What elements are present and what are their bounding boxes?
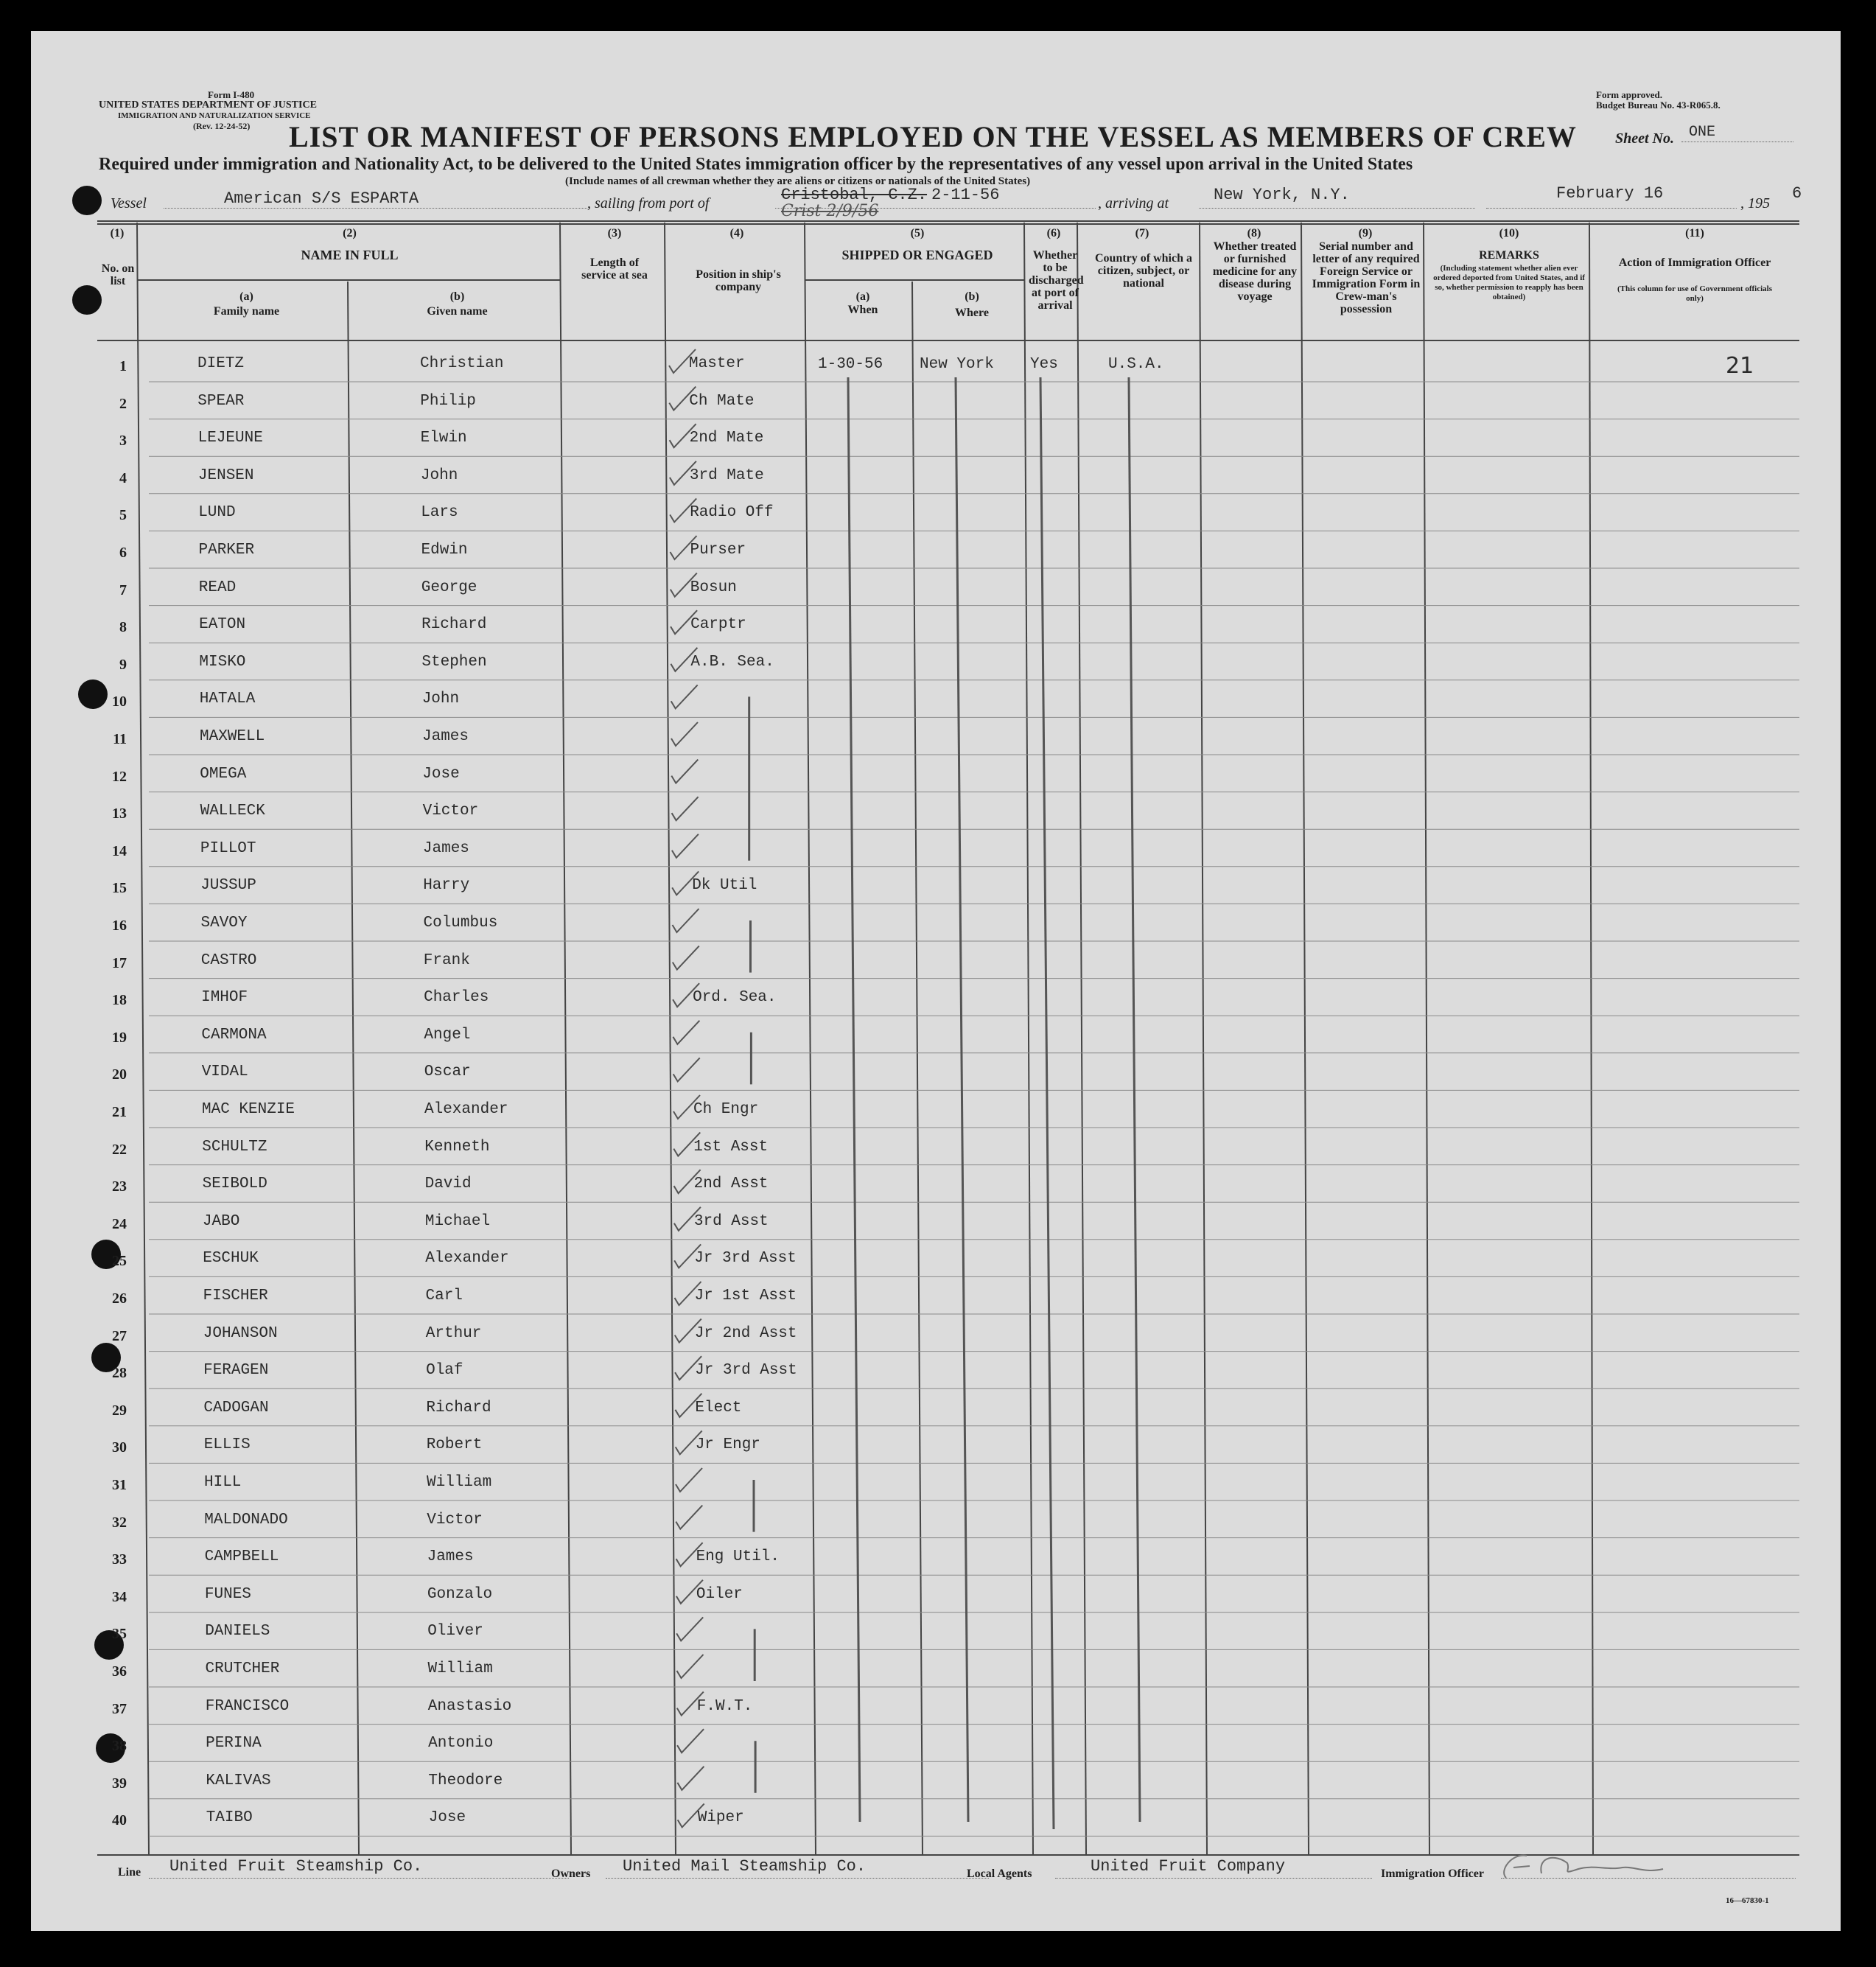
- position: Jr 3rd Asst: [695, 1362, 797, 1380]
- family-name: IMHOF: [201, 989, 248, 1007]
- given-name: Jose: [428, 1809, 466, 1827]
- given-name: Victor: [422, 803, 479, 820]
- row-number: 9: [119, 656, 127, 673]
- position: Ch Mate: [689, 392, 755, 410]
- family-name: FRANCISCO: [205, 1697, 290, 1715]
- family-name: CARMONA: [201, 1026, 267, 1044]
- family-name: ELLIS: [203, 1436, 251, 1454]
- given-name: Robert: [426, 1436, 483, 1454]
- family-name: PARKER: [198, 542, 255, 559]
- position-header: Position in ship's company: [696, 268, 781, 293]
- action-count: 21: [1726, 353, 1754, 379]
- position: Dk Util: [692, 877, 757, 895]
- position: Eng Util.: [696, 1548, 780, 1566]
- family-name: MALDONADO: [204, 1511, 288, 1528]
- row-number: 35: [112, 1626, 127, 1643]
- row-number: 32: [112, 1514, 127, 1531]
- row-number: 20: [112, 1066, 127, 1083]
- service-check-mark: [673, 1058, 700, 1081]
- col5-number: (5): [910, 227, 925, 240]
- given-name: Carl: [425, 1288, 463, 1304]
- owners-value: United Mail Steamship Co.: [623, 1857, 867, 1876]
- service-check-mark: [676, 1617, 703, 1641]
- given-name: William: [427, 1474, 492, 1491]
- row-number: 11: [113, 731, 127, 747]
- family-name: FERAGEN: [203, 1362, 269, 1380]
- service-check-mark: [671, 685, 698, 708]
- row-number: 27: [112, 1327, 127, 1344]
- col2a-number: (a): [239, 290, 253, 303]
- form-number: Form I-480: [208, 89, 255, 100]
- family-name: WALLECK: [200, 803, 265, 820]
- family-name: FUNES: [204, 1585, 251, 1603]
- family-name: CASTRO: [200, 951, 257, 969]
- service: IMMIGRATION AND NATURALIZATION SERVICE: [118, 111, 311, 120]
- family-name: VIDAL: [201, 1063, 248, 1081]
- row-number: 19: [112, 1029, 127, 1046]
- manifest-sheet: [31, 31, 1841, 1931]
- family-name: SEIBOLD: [202, 1175, 267, 1193]
- agents-value: United Fruit Company: [1091, 1857, 1286, 1876]
- family-name: LUND: [198, 504, 236, 522]
- row-number: 14: [112, 842, 127, 859]
- discharged-value: Yes: [1030, 356, 1058, 373]
- line-label: Line: [118, 1866, 141, 1879]
- position: Carptr: [690, 616, 746, 634]
- family-name: JOHANSON: [203, 1324, 278, 1342]
- row-number: 33: [112, 1551, 127, 1568]
- col10-number: (10): [1499, 227, 1519, 240]
- given-name: Gonzalo: [427, 1585, 493, 1603]
- service-check-mark: [673, 946, 699, 970]
- col2b-number: (b): [449, 290, 465, 303]
- position: 2nd Mate: [689, 430, 764, 447]
- given-name: John: [420, 467, 458, 484]
- row-number: 37: [112, 1700, 127, 1717]
- line-value: United Fruit Steamship Co.: [169, 1857, 423, 1876]
- shipped-when: 1-30-56: [818, 356, 883, 373]
- col5a-number: (a): [855, 290, 870, 303]
- given-name: Christian: [420, 355, 504, 372]
- family-name: CADOGAN: [203, 1399, 269, 1416]
- position: Ord. Sea.: [693, 989, 777, 1007]
- row-number: 17: [112, 954, 127, 971]
- year-prefix: , 195: [1740, 195, 1770, 212]
- row-number: 38: [112, 1738, 127, 1755]
- given-name: Oliver: [427, 1623, 483, 1641]
- row-number: 4: [119, 469, 127, 486]
- country-header: Country of which a citizen, subject, or national: [1094, 252, 1192, 290]
- position: 3rd Mate: [689, 467, 764, 484]
- family-name: PERINA: [206, 1735, 262, 1753]
- given-name: George: [421, 579, 477, 596]
- required-statement: Required under immigration and Nationality Act, to be delivered to the United States immigration officer by the representatives of any vessel upon arrival in the United States: [99, 155, 1413, 174]
- row-number: 2: [119, 395, 127, 412]
- budget-bureau: Budget Bureau No. 43-R065.8.: [1596, 99, 1721, 111]
- row-number: 30: [112, 1439, 127, 1456]
- given-name: James: [422, 839, 469, 857]
- family-name: HATALA: [199, 691, 256, 708]
- row-number: 26: [112, 1290, 127, 1307]
- shipped-where: New York: [920, 356, 994, 373]
- shipped-header: SHIPPED OR ENGAGED: [841, 248, 993, 262]
- family-name: JUSSUP: [200, 877, 256, 895]
- row-number: 24: [112, 1215, 127, 1232]
- row-number: 29: [112, 1402, 127, 1419]
- given-name: Angel: [424, 1026, 471, 1044]
- col2-header: NAME IN FULL: [301, 248, 399, 262]
- col1-number: (1): [110, 227, 125, 240]
- service-check-mark: [672, 797, 699, 820]
- position: Master: [689, 355, 745, 372]
- given-name: Alexander: [425, 1250, 509, 1268]
- handwritten-port: Crist 2/9/56: [781, 202, 879, 220]
- row-number: 5: [119, 507, 127, 524]
- col2-number: (2): [343, 227, 357, 240]
- service-check-mark: [673, 1021, 699, 1044]
- given-name: Michael: [424, 1212, 491, 1230]
- family-name: MAC KENZIE: [202, 1101, 295, 1118]
- family-name: CAMPBELL: [204, 1548, 279, 1566]
- family-name: ESCHUK: [203, 1250, 259, 1268]
- position: Purser: [690, 542, 746, 559]
- row-number: 39: [112, 1775, 127, 1792]
- family-name-header: Family name: [213, 305, 280, 318]
- position: Wiper: [697, 1809, 744, 1827]
- col4-number: (4): [729, 227, 744, 240]
- row-number: 10: [112, 693, 127, 710]
- family-name: PILLOT: [200, 839, 256, 857]
- year-digit: 6: [1792, 184, 1802, 203]
- country-value: U.S.A.: [1108, 356, 1164, 373]
- department: UNITED STATES DEPARTMENT OF JUSTICE: [99, 99, 317, 111]
- family-name: JENSEN: [197, 467, 254, 484]
- family-name: CRUTCHER: [205, 1660, 280, 1677]
- row-number: 36: [112, 1663, 127, 1680]
- revision: (Rev. 12-24-52): [193, 121, 251, 131]
- row-number: 1: [119, 358, 127, 374]
- given-name: Edwin: [421, 542, 468, 559]
- given-name: Stephen: [421, 653, 487, 671]
- action-note: (This column for use of Government officials only): [1617, 284, 1772, 303]
- arriving-label: , arriving at: [1098, 195, 1169, 212]
- service-check-mark: [677, 1655, 704, 1678]
- family-name: SAVOY: [200, 915, 248, 932]
- row-number: 23: [112, 1178, 127, 1195]
- medicine-header: Whether treated or furnished medicine for any disease during voyage: [1212, 240, 1298, 303]
- family-name: FISCHER: [203, 1288, 268, 1304]
- row-number: 40: [112, 1812, 127, 1829]
- owners-label: Owners: [551, 1868, 591, 1880]
- given-name: John: [421, 691, 460, 708]
- position: Elect: [695, 1399, 742, 1416]
- col9-number: (9): [1358, 227, 1373, 240]
- family-name: SCHULTZ: [202, 1138, 267, 1156]
- discharged-header: Whether to be discharged at port of arrival: [1029, 249, 1084, 312]
- sailing-label: , sailing from port of: [587, 195, 710, 212]
- family-name: DIETZ: [197, 355, 245, 372]
- given-name-header: Given name: [427, 305, 488, 318]
- service-check-mark: [671, 760, 698, 783]
- service-length-header: Length of service at sea: [581, 256, 648, 282]
- vessel-label: Vessel: [111, 195, 147, 212]
- serial-header: Serial number and letter of any required Foreign Service or Immigration Form in Crew-man's possession: [1312, 240, 1421, 315]
- family-name: SPEAR: [197, 392, 245, 410]
- family-name: KALIVAS: [206, 1772, 271, 1789]
- departure-port: Cristobal, C.Z.: [781, 186, 928, 204]
- given-name: Columbus: [423, 915, 498, 932]
- remarks-header: REMARKS: [1479, 249, 1539, 262]
- col7-number: (7): [1135, 227, 1149, 240]
- col11-number: (11): [1685, 227, 1704, 240]
- given-name: Alexander: [424, 1101, 508, 1118]
- position: Radio Off: [690, 504, 774, 522]
- position: Jr Engr: [695, 1436, 760, 1454]
- given-name: Theodore: [428, 1772, 503, 1789]
- print-code: 16—67830-1: [1726, 1896, 1769, 1905]
- row-number: 13: [112, 806, 127, 822]
- row-number: 18: [112, 992, 127, 1009]
- given-name: Arthur: [425, 1324, 482, 1342]
- family-name: HILL: [204, 1474, 242, 1491]
- position: 2nd Asst: [693, 1175, 769, 1193]
- service-check-mark: [673, 909, 699, 932]
- given-name: Richard: [426, 1399, 491, 1416]
- service-check-mark: [672, 834, 699, 858]
- col8-number: (8): [1247, 227, 1261, 240]
- service-check-mark: [671, 722, 698, 746]
- row-number: 8: [119, 619, 127, 636]
- given-name: Richard: [421, 616, 487, 634]
- given-name: David: [424, 1175, 472, 1193]
- action-header: Action of Immigration Officer: [1618, 256, 1771, 269]
- col5b-number: (b): [965, 290, 979, 303]
- agents-label: Local Agents: [967, 1868, 1032, 1880]
- col6-number: (6): [1046, 227, 1061, 240]
- given-name: Harry: [423, 877, 470, 895]
- given-name: Elwin: [420, 430, 467, 447]
- remarks-note: (Including statement whether alien ever ordered deported from United States, and if so, whether permission to reapply has been obtained): [1433, 264, 1585, 301]
- service-check-mark: [676, 1506, 702, 1529]
- service-check-mark: [677, 1767, 704, 1790]
- given-name: Philip: [420, 392, 476, 410]
- row-number: 21: [112, 1104, 127, 1120]
- position: Oiler: [696, 1585, 743, 1603]
- where-header: Where: [955, 307, 989, 319]
- row-number: 28: [112, 1365, 127, 1382]
- given-name: Jose: [422, 765, 460, 783]
- row-number: 15: [112, 880, 127, 897]
- position: Jr 1st Asst: [694, 1288, 797, 1304]
- family-name: EATON: [199, 616, 246, 634]
- arrival-port: New York, N.Y.: [1214, 186, 1350, 204]
- family-name: LEJEUNE: [197, 430, 263, 447]
- sailing-date: 2-11-56: [931, 186, 1000, 204]
- given-name: William: [427, 1660, 493, 1677]
- form-approved: Form approved.: [1596, 89, 1663, 100]
- family-name: JABO: [202, 1212, 240, 1230]
- position: F.W.T.: [696, 1697, 753, 1715]
- row-number: 16: [112, 918, 127, 934]
- family-name: READ: [198, 579, 237, 596]
- given-name: Kenneth: [424, 1138, 490, 1156]
- include-note: (Include names of all crewman whether they are aliens or citizens or nationals of the United States): [565, 175, 1031, 187]
- given-name: Antonio: [428, 1735, 494, 1753]
- col3-number: (3): [607, 227, 622, 240]
- given-name: James: [422, 728, 469, 745]
- officer-signature: [1497, 1848, 1667, 1885]
- position: Bosun: [690, 579, 737, 596]
- family-name: TAIBO: [206, 1809, 253, 1827]
- position: 1st Asst: [693, 1138, 769, 1156]
- service-check-mark: [676, 1468, 702, 1492]
- row-number: 12: [112, 768, 127, 785]
- row-number: 7: [119, 581, 127, 598]
- position: Jr 2nd Asst: [694, 1324, 797, 1342]
- row-number: 25: [112, 1253, 127, 1270]
- officer-label: Immigration Officer: [1381, 1868, 1484, 1880]
- arrival-date: February 16: [1556, 184, 1664, 203]
- row-number: 3: [119, 433, 127, 450]
- col1-header: No. on list: [101, 262, 135, 287]
- row-number: 22: [112, 1141, 127, 1158]
- family-name: DANIELS: [205, 1623, 270, 1641]
- family-name: OMEGA: [200, 765, 247, 783]
- manifest-title: LIST OR MANIFEST OF PERSONS EMPLOYED ON THE VESSEL AS MEMBERS OF CREW: [289, 120, 1577, 153]
- family-name: MAXWELL: [200, 728, 265, 745]
- row-number: 34: [112, 1588, 127, 1605]
- row-number: 6: [119, 545, 127, 561]
- family-name: MISKO: [199, 653, 246, 671]
- position: A.B. Sea.: [690, 653, 774, 671]
- when-header: When: [847, 304, 878, 316]
- vessel-name: American S/S ESPARTA: [224, 189, 419, 208]
- service-check-mark: [677, 1729, 704, 1753]
- given-name: James: [427, 1548, 474, 1566]
- position: Jr 3rd Asst: [694, 1250, 797, 1268]
- given-name: Olaf: [426, 1362, 463, 1380]
- given-name: Anastasio: [427, 1697, 512, 1715]
- sheet-number: ONE: [1689, 124, 1716, 141]
- given-name: Lars: [421, 504, 458, 522]
- position: Ch Engr: [693, 1101, 759, 1118]
- given-name: Charles: [424, 989, 489, 1007]
- given-name: Frank: [423, 951, 470, 969]
- row-number: 31: [112, 1477, 127, 1493]
- sheet-label: Sheet No.: [1615, 130, 1674, 147]
- position: 3rd Asst: [693, 1212, 769, 1230]
- given-name: Oscar: [424, 1063, 471, 1081]
- given-name: Victor: [427, 1511, 483, 1528]
